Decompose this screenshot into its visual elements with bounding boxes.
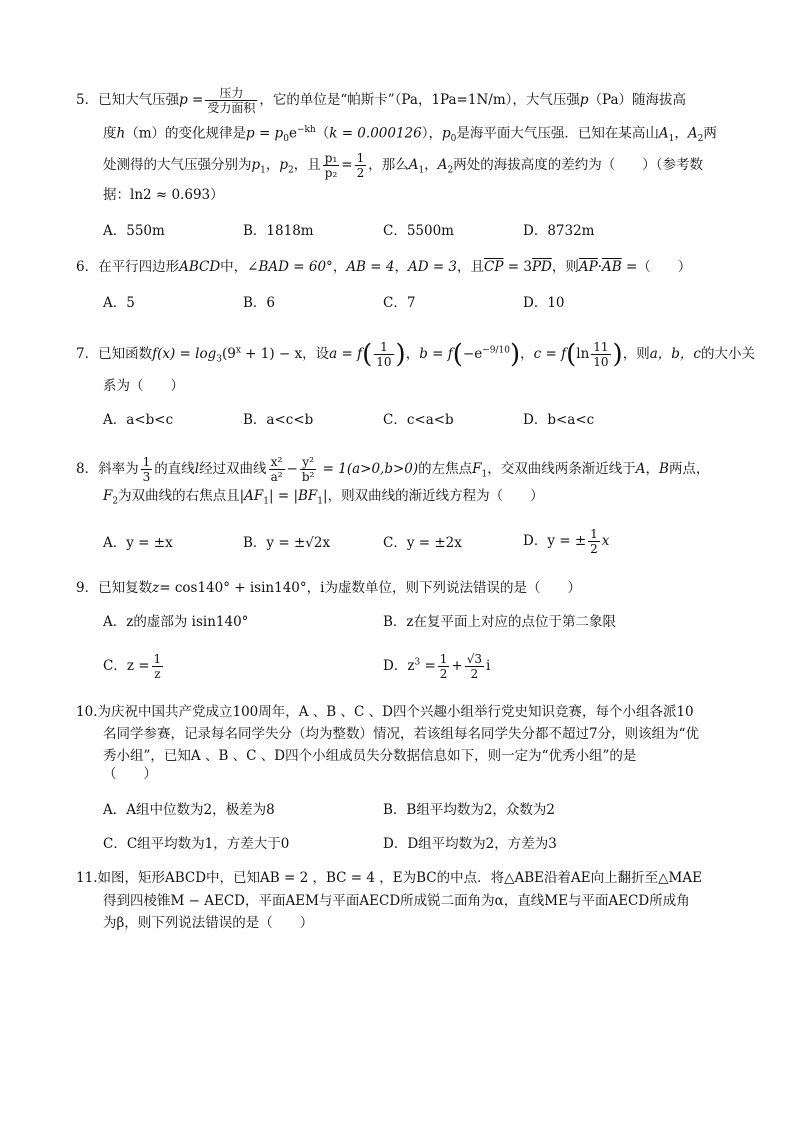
q11-number: 11	[76, 870, 94, 886]
q5-line3: 处测得的大气压强分别为$p_1$，$p_2$，且 $\frac{\text{p₁}}{\text{p₂}}$ = $\frac{1}{2}$ ，那么$A_1$，$A_2$两处的海拔高度的差约为（ ）（参考数	[103, 151, 703, 180]
q5-option-d: D．8732m	[523, 223, 595, 239]
q5-option-c: C．5500m	[383, 223, 454, 239]
q8-option-c: C．y = ±2x	[383, 535, 462, 551]
q5-pressure-fraction: $\frac{\text{压力}}{\text{受力面积}}$	[207, 86, 256, 115]
q6-option-a: A．5	[103, 295, 135, 311]
q5-ratio-fraction: $\frac{\text{p₁}}{\text{p₂}}$	[324, 151, 338, 180]
q8-line1: 8．斜率为 $\frac{1}{3}$ 的直线l经过双曲线 $\frac{\text{x²}}{\text{a²}}$ − $\frac{\text{y²}}{\text{b²}}$ = 1(a>0,b>0)的左焦点$F_1$，交双曲线两条渐近线于A，B两点，	[76, 455, 710, 484]
q10-line3: 秀小组”，已知A 、B 、C 、D四个小组成员失分数据信息如下，则一定为“优秀小组”的是	[103, 748, 637, 764]
q8-slope-fraction: $\frac{1}{3}$	[142, 455, 151, 484]
q8-line2: $F_2$为双曲线的右焦点且$|AF_1| = |BF_1|$，则双曲线的渐近线方程为（ ）	[103, 488, 544, 507]
q9-option-a: A．z的虚部为 isin140°	[103, 614, 249, 630]
q10-line1: 10.为庆祝中国共产党成立100周年，A 、B 、C 、D四个兴趣小组举行党史知识竞赛，每个小组各派10	[76, 704, 694, 720]
q5-number: 5	[76, 92, 85, 108]
q10-option-a: A．A组中位数为2，极差为8	[103, 802, 275, 818]
q7-option-d: D．b<a<c	[523, 412, 595, 428]
q9-option-d: D．$z^3$ = $\frac{1}{2}$ + $\frac{√3}{2}$ i	[383, 652, 491, 681]
q5-line4: 据：ln2 ≈ 0.693）	[103, 187, 224, 203]
q7-option-c: C．c<a<b	[383, 412, 454, 428]
q7-option-b: B．a<c<b	[243, 412, 314, 428]
q8-option-a: A．y = ±x	[103, 535, 173, 551]
q5-half-fraction: $\frac{1}{2}$	[356, 151, 365, 180]
q5-line2: 度h（m）的变化规律是$p = p_0e^{-kh}(k = 0.000126)$，$p_0$是海平面大气压强．已知在某高山$A_1$，$A_2$两	[103, 125, 717, 145]
q6-option-b: B．6	[243, 295, 276, 311]
q8-x-fraction: $\frac{\text{x²}}{\text{a²}}$	[270, 455, 283, 484]
q8-option-d: D．y = ± $\frac{1}{2}$ x	[523, 527, 610, 556]
q9-option-c: C．z = $\frac{1}{z}$	[103, 652, 162, 681]
q6-option-c: C．7	[383, 295, 416, 311]
q10-option-d: D．D组平均数为2，方差为3	[383, 836, 557, 852]
q10-line4: （ ）	[103, 766, 157, 782]
q9-option-b: B．z在复平面上对应的点位于第二象限	[383, 614, 617, 630]
q11-line2: 得到四棱锥M − AECD，平面AEM与平面AECD所成锐二面角为α，直线ME与平面AECD所成角	[103, 893, 690, 909]
q8-number: 8	[76, 461, 85, 477]
q11-line3: 为β，则下列说法错误的是（ ）	[103, 915, 314, 931]
q10-option-b: B．B组平均数为2，众数为2	[383, 802, 556, 818]
q7-c-fraction: $\frac{11}{10}$	[593, 340, 609, 369]
q5-option-b: B．1818m	[243, 223, 314, 239]
q7-line1: 7．已知函数$f(x) = \log_3(9^x + 1) - x$，设a = f( $\frac{1}{10}$ )，$b = f(-e^{-9/10})$，c = f(ln $\frac{11}{10}$ )，则a，b，c的大小关	[76, 339, 755, 370]
q5-line1: 5．已知大气压强p = $\frac{\text{压力}}{\text{受力面积}}$ ，它的单位是“帕斯卡”（Pa，1Pa=1N/m），大气压强p（Pa）随海拔高	[76, 86, 687, 115]
q11-line1: 11.如图，矩形ABCD中，已知AB = 2 ，BC = 4 ，E为BC的中点．将△ABE沿着AE向上翻折至△MAE	[76, 870, 702, 886]
q6-line1: 6．在平行四边形ABCD中，∠BAD = 60°，AB = 4，AD = 3，且$\overline{CP} = 3\overline{PD}$，则$\overline{AP}\cdot\overline{AB}$ =（ ）	[76, 259, 692, 275]
q8-y-fraction: $\frac{\text{y²}}{\text{b²}}$	[301, 455, 315, 484]
q6-number: 6	[76, 259, 85, 275]
q10-option-c: C．C组平均数为1，方差大于0	[103, 836, 290, 852]
q9-line1: 9．已知复数z= cos140° + isin140°，i为虚数单位，则下列说法错误的是（ ）	[76, 580, 581, 596]
q8-option-b: B．y = ±√2x	[243, 535, 331, 551]
q10-number: 10	[76, 704, 94, 720]
q7-line2: 系为（ ）	[103, 378, 184, 394]
q9-number: 9	[76, 580, 85, 596]
q10-line2: 名同学参赛，记录每名同学失分（均为整数）情况，若该组每名同学失分都不超过7分，则该组为“优	[103, 726, 699, 742]
q7-number: 7	[76, 346, 85, 362]
q7-option-a: A．a<b<c	[103, 412, 174, 428]
q6-option-d: D．10	[523, 295, 565, 311]
q7-a-fraction: $\frac{1}{10}$	[376, 340, 392, 369]
q5-option-a: A．550m	[103, 223, 165, 239]
